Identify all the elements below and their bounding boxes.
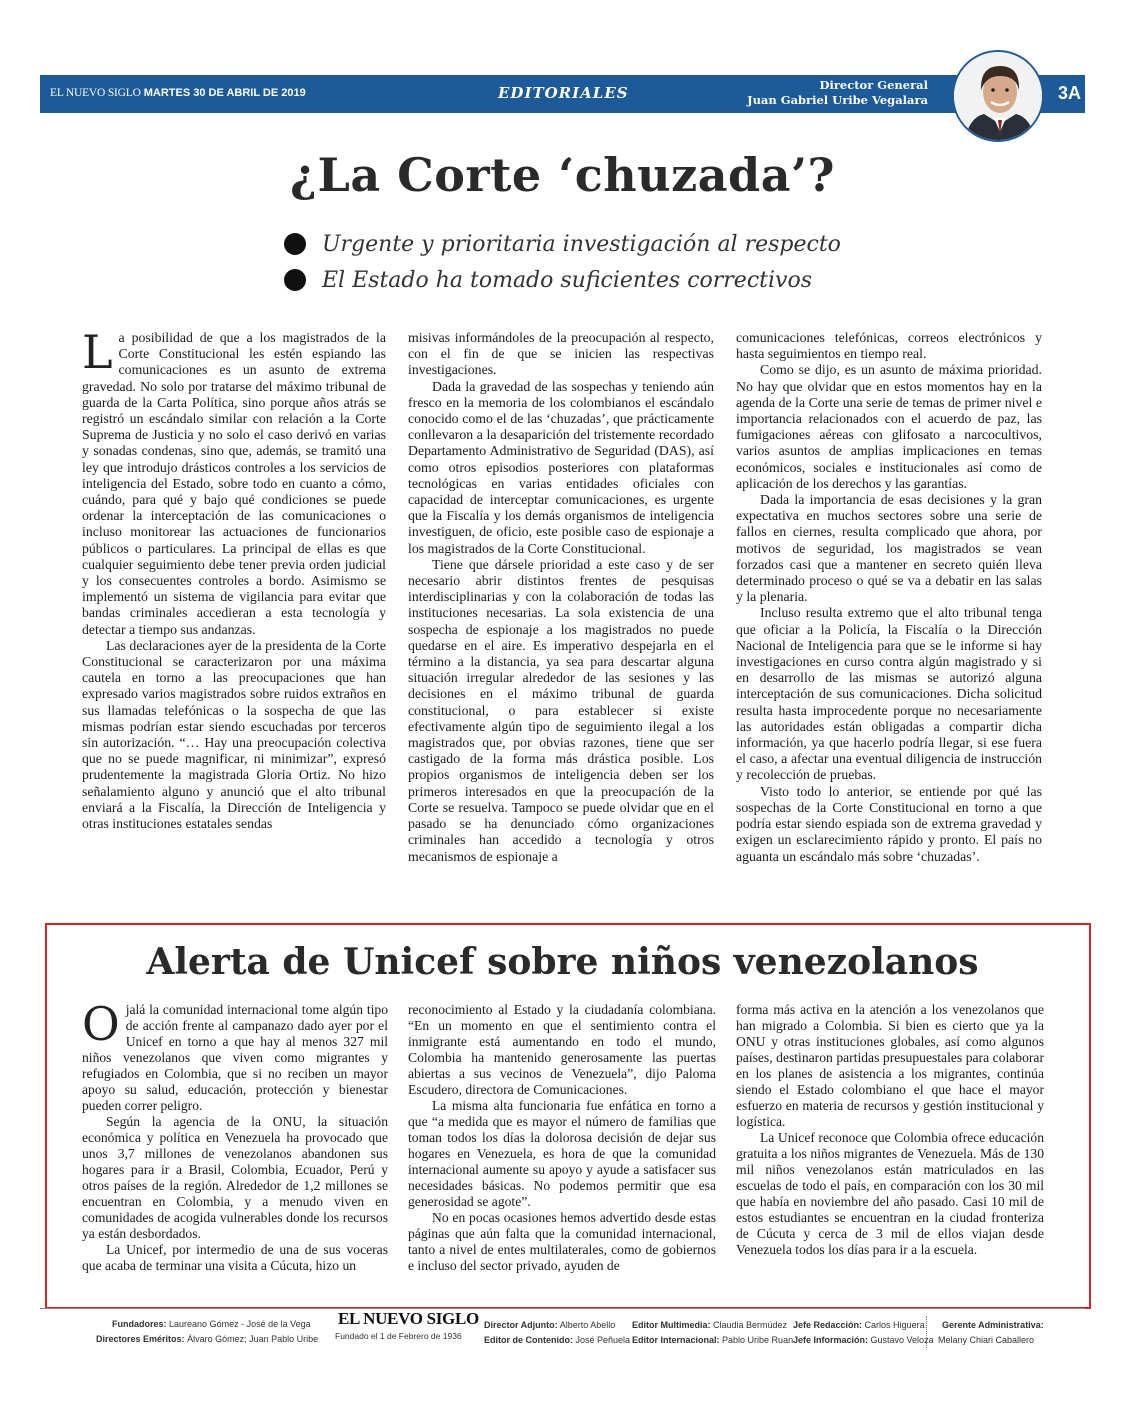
- bullet-dot-icon: [284, 233, 306, 255]
- paragraph: Las declaraciones ayer de la presidenta de la Corte Constitucional se caracterizaron por una máxima cautela en torno a las preocupaciones que han expresado varios magistrados sobre ruidos extraños en sus llamadas telefónicas o la sospecha de que las mismas podrían estar siendo escuchadas por terceros sin autorización. “… Hay una preocupación colectiva que no se puede magnificar, ni minimizar”, expresó prudentemente la magistrada Gloria Ortiz. No hizo señalamiento alguno y anunció que el alto tribunal enviará a la Fiscalía, la Dirección de Inteligencia y otras instituciones estatales sendas: [82, 637, 386, 832]
- footer-divider: [40, 1308, 1085, 1309]
- footer-value: Claudia Bermúdez: [713, 1320, 788, 1330]
- paragraph: Tiene que dársele prioridad a este caso y de ser necesario abrir distintos frentes de pesquisas interdisciplinarias y con la colaboración de todas las instituciones necesarias. La sola existencia de una sospecha de espionaje a los magistrados no puede quedarse en el aire. Es imperativo despejarla en el término a la distancia, ya sea para descartar alguna situación irregular alrededor de las sesiones y las decisiones en el máximo tribunal de guarda constitucional, o para establecer si existe efectivamente algún tipo de seguimiento ilegal a los magistrados que, por obvias razones, tiene que ser castigado de la forma más drástica posible. Los propios organismos de inteligencia deben ser los primeros interesados en que la preocupación de la Corte se resuelva. Tampoco se puede olvidar que en el pasado se ha denunciado cómo organizaciones criminales han accedido a tecnología y otros mecanismos de espionaje a: [408, 556, 714, 864]
- editorial-2-column-3: [736, 1002, 1044, 1258]
- footer-value: Gustavo Veloza: [870, 1335, 934, 1345]
- subhead-text: El Estado ha tomado suficientes correctivos: [322, 267, 812, 293]
- header-dateline: [50, 87, 306, 99]
- paragraph: [82, 325, 386, 638]
- paragraph: La Unicef reconoce que Colombia ofrece educación gratuita a los niños migrantes de Venezuela. Más de 130 mil niños venezolanos están matriculados en las escuelas de todo el país, en comparación con los 30 mil que había en noviembre del año pasado. Casi 10 mil de estos estudiantes se encuentran en la ciudad fronteriza de Cúcuta y cerca de 3 mil de ellos viajan desde Venezuela todos los días para ir a la escuela.: [736, 1130, 1044, 1257]
- footer-label: Jefe Redacción:: [793, 1320, 863, 1330]
- footer-value: Alberto Abello: [559, 1320, 616, 1330]
- footer-label: Gerente Administrativa:: [942, 1320, 1044, 1330]
- section-title: EDITORIALES: [498, 84, 629, 102]
- bullet-dot-icon: [284, 269, 306, 291]
- editorial-subheads: [284, 226, 841, 298]
- editorial-2-title: Alerta de Unicef sobre niños venezolanos: [146, 941, 979, 983]
- footer-director-adjunto: [484, 1320, 615, 1330]
- footer-label: Fundadores:: [112, 1319, 167, 1329]
- publication-name: EL NUEVO SIGLO: [50, 87, 141, 99]
- paragraph: Según la agencia de la ONU, la situación económica y política en Venezuela ha provocado que unos 3,7 millones de venezolanos abandonen sus hogares para ir a Brasil, Colombia, Ecuador, Perú y otros países de la región. Alrededor de 1,2 millones se encuentran en Colombia, y a menudo viven en comunidades de acogida vulnerables donde los recursos ya están desbordados.: [82, 1114, 388, 1241]
- director-block: [688, 78, 928, 108]
- footer-jefe-informacion: [793, 1335, 934, 1345]
- paragraph: Dada la gravedad de las sospechas y teniendo aún fresco en la memoria de los colombianos el escándalo conocido como el de las ‘chuzadas’, que prácticamente conllevaron a la desaparición del tristemente recordado Departamento Administrativo de Seguridad (DAS), así como otros episodios posteriores con plataformas tecnológicas en varias entidades oficiales con capacidad de interceptar comunicaciones, es urgente que la Fiscalía y los demás organismos de inteligencia investiguen, de oficio, este posible caso de espionaje a los magistrados de la Corte Constitucional.: [408, 378, 714, 556]
- footer-label: Editor Internacional:: [632, 1335, 720, 1345]
- subhead-text: Urgente y prioritaria investigación al respecto: [322, 231, 841, 257]
- footer-jefe-redaccion: [793, 1320, 925, 1330]
- editorial-2-column-1: [82, 997, 388, 1274]
- editorial-column-1: [82, 325, 386, 832]
- paragraph: misivas informándoles de la preocupación al respecto, con el fin de que se inicien las respectivas investigaciones.: [408, 330, 714, 378]
- footer-editor-multimedia: [632, 1320, 787, 1330]
- footer-label: Editor Multimedia:: [632, 1320, 711, 1330]
- footer-editor-contenido: [484, 1335, 630, 1345]
- paragraph: La misma alta funcionaria fue enfática en torno a que “a medida que es mayor el número de familias que toman todos los días la dolorosa decisión de dejar sus hogares en Venezuela, es hora de que la comunidad internacional aumente su apoyo y ayude a satisfacer sus necesidades básicas. No podemos permitir que esa generosidad se agote”.: [408, 1098, 716, 1209]
- editorial-column-3: [736, 330, 1042, 865]
- editorial-2-column-2: [408, 1002, 716, 1274]
- paragraph: comunicaciones telefónicas, correos electrónicos y hasta seguimientos en tiempo real.: [736, 330, 1042, 362]
- footer-label: Directores Eméritos:: [96, 1334, 185, 1344]
- paragraph: forma más activa en la atención a los venezolanos que han migrado a Colombia. Si bien es cierto que ya la ONU y otras instituciones globales, así como algunos países, destinaron partidas presupuestales para colaborar en los planes de asistencia a los migrantes, continúa siendo el Estado colombiano el que hace el mayor esfuerzo en materia de recursos y gestión institucional y logística.: [736, 1002, 1044, 1129]
- footer-gerente: Melany Chiari Caballero: [938, 1335, 1035, 1345]
- paragraph: [82, 997, 388, 1114]
- footer-value: José Peñuela: [575, 1335, 631, 1345]
- editorial-column-2: [408, 330, 714, 865]
- paragraph: La Unicef, por intermedio de una de sus voceras que acaba de terminar una visita a Cúcuta, hizo un: [82, 1242, 388, 1273]
- footer-value: Pablo Uribe Ruan: [722, 1335, 794, 1345]
- footer-gerente-label: [942, 1320, 1044, 1330]
- paragraph: Visto todo lo anterior, se entiende por qué las sospechas de la Corte Constitucional en torno a que podría estar siendo espiada son de extrema gravedad y exigen un esclarecimiento rápido y pronto. El país no aguanta un escándalo más sobre ‘chuzadas’.: [736, 783, 1042, 864]
- issue-date: MARTES 30 DE ABRIL DE 2019: [143, 87, 306, 99]
- footer-label: Editor de Contenido:: [484, 1335, 573, 1345]
- director-portrait: [952, 50, 1044, 142]
- paragraph: Como se dijo, es un asunto de máxima prioridad. No hay que olvidar que en estos momentos hay en la agenda de la Corte una serie de temas de primer nivel e importancia relacionados con el acuerdo de paz, las fumigaciones aéreas con glifosato a narcocultivos, varios asuntos de amplias implicaciones en temas económicos, sociales e institucionales así como de aplicación de los derechos y las garantías.: [736, 362, 1042, 491]
- footer-label: Director Adjunto:: [484, 1320, 558, 1330]
- footer-founded: Fundado el 1 de Febrero de 1936: [335, 1331, 462, 1341]
- drop-cap: O: [82, 997, 120, 1051]
- footer-editor-internacional: [632, 1335, 793, 1345]
- paragraph: No en pocas ocasiones hemos advertido desde estas páginas que aún falta que la comunidad internacional, tanto a nivel de entes multilaterales, como de gobiernos e incluso del sector privado, ayuden de: [408, 1210, 716, 1273]
- footer-separator: [926, 1316, 927, 1348]
- drop-cap: L: [82, 325, 113, 379]
- paragraph: Dada la importancia de esas decisiones y la gran expectativa en muchos sectores sobre una serie de fallos en ciernes, resulta complicado que ahora, por motivos de seguridad, los magistrados se vean forzados casi que a mantener en secreto quién lleva determinado proceso o qué se va a debatir en las salas y la plenaria.: [736, 492, 1042, 605]
- footer-value: Carlos Higuera: [864, 1320, 925, 1330]
- footer-value: Laureano Gómez - José de la Vega: [169, 1319, 311, 1329]
- editorial-title: ¿La Corte ‘chuzada’?: [290, 148, 835, 202]
- footer-value: Álvaro Gómez; Juan Pablo Uribe: [187, 1334, 319, 1344]
- paragraph-text: jalá la comunidad internacional tome algún tipo de acción frente al campanazo dado ayer por el Unicef en torno a que hay al menos 327 mil niños venezolanos que viven como migrantes y refugiados en Colombia, que si no reciben un mayor apoyo su salud, educación, protección y bienestar pueden correr peligro.: [82, 1002, 388, 1113]
- paragraph: Incluso resulta extremo que el alto tribunal tenga que oficiar a la Policía, la Fiscalía o la Dirección Nacional de Inteligencia para que se le informe si hay investigaciones en curso contra algún magistrado y si en desarrollo de las mismas se autorizó alguna interceptación de sus comunicaciones. Dicha solicitud resulta hasta improcedente porque no necesariamente las autoridades están obligadas a compartir dicha información, ya que hacerlo podría llegar, si ese fuera el caso, a afectar una eventual diligencia de instrucción y recolección de pruebas.: [736, 605, 1042, 783]
- director-name: Juan Gabriel Uribe Vegalara: [747, 93, 928, 107]
- paragraph: reconocimiento al Estado y la ciudadanía colombiana. “En un momento en que el sentimiento contra el inmigrante está aumentando en todo el mundo, Colombia ha mantenido generosamente las puertas abiertas a sus vecinos de Venezuela”, dijo Paloma Escudero, directora de Comunicaciones.: [408, 1002, 716, 1097]
- footer-emeritus: [96, 1334, 318, 1344]
- subhead-item: [284, 262, 841, 298]
- paragraph-text: a posibilidad de que a los magistrados de la Corte Constitucional les estén espiando las comunicaciones es un asunto de extrema gravedad. No solo por tratarse del máximo tribunal de guarda de la Carta Política, sino porque años atrás se registró un escándalo similar con relación a la Corte Suprema de Justicia y no solo el caso derivó en varias y sonadas condenas, sino que, además, se tramitó una ley que introdujo drásticos controles a los servicios de inteligencia del Estado, sobre todo en cuanto a cómo, cuándo, para qué y bajo qué condiciones se puede ordenar la interceptación de las comunicaciones o incluso monitorear las actuaciones de funcionarios públicos o particulares. La principal de ellas es que cualquier seguimiento debe tener previa orden judicial y los consecuentes controles a bordo. Asimismo se implementó un sistema de vigilancia para evitar que bandas criminales accedieran a esta tecnología y detectar a tiempo sus andanzas.: [82, 330, 386, 637]
- subhead-item: [284, 226, 841, 262]
- footer-label: Jefe Información:: [793, 1335, 869, 1345]
- page-number: 3A: [1058, 83, 1082, 103]
- footer-founders: [112, 1319, 311, 1329]
- footer-masthead: EL NUEVO SIGLO: [338, 1309, 479, 1328]
- director-title: Director General: [819, 78, 928, 92]
